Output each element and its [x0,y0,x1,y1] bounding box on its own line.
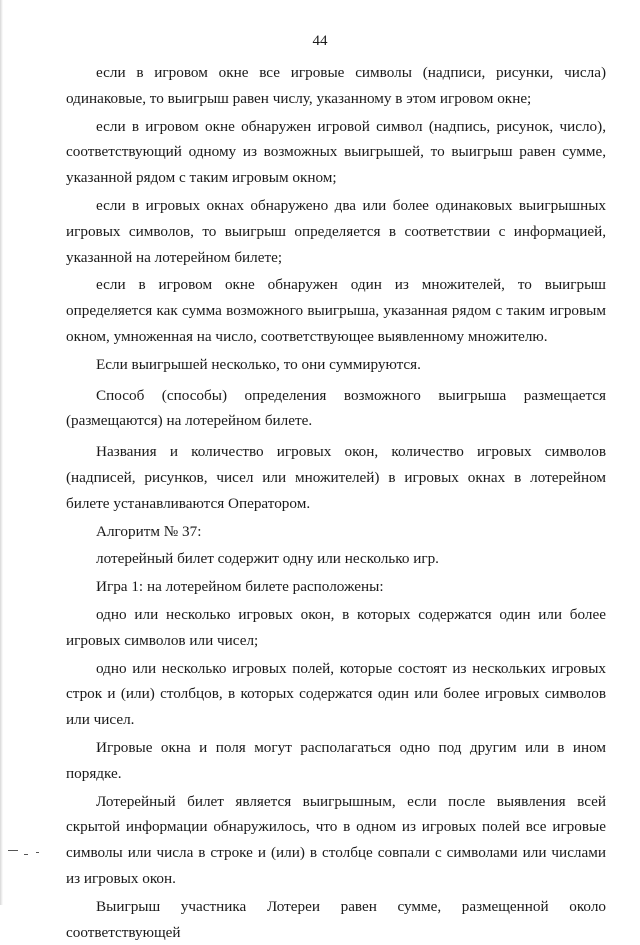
paragraph-5: Если выигрышей несколько, то они суммируются. [96,355,421,373]
paragraph-9: лотерейный билет содержит одну или несколько игр. [96,550,439,568]
paragraph-1: если в игровом окне все игровые символы (надписи, рисунки, числа) одинаковые, то выигрыш равен числу, указанному в этом игровом окне; [66,64,606,107]
scan-artifact-marks [8,846,48,860]
paragraph-8: Алгоритм № 37: [96,522,202,540]
paragraph-6: Способ (способы) определения возможного выигрыша размещается (размещаются) на лотерейном билете. [66,386,606,430]
paragraph-13: Игровые окна и поля могут располагаться одно под другим или в ином порядке. [66,738,606,782]
paragraph-14: Лотерейный билет является выигрышным, если после выявления всей скрытой информации обнаружилось, что в одном из игровых полей все игровые символы или числа в строке и (или) в столбце совпали с символами или числами из игровых окон. [66,792,606,887]
paragraph-12: одно или несколько игровых полей, которые состоят из нескольких игровых строк и (или) столбцов, в которых содержатся один или более игровых символов или чисел. [66,659,606,729]
scan-mark [24,854,28,855]
paragraph-2: если в игровом окне обнаружен игровой символ (надпись, рисунок, число), соответствующий одному из возможных выигрышей, то выигрыш равен сумме, указанной рядом с таким игровым окном; [66,117,606,187]
paragraph-15: Выигрыш участника Лотереи равен сумме, размещенной около соответствующей [66,897,606,941]
scan-mark [36,852,39,853]
scan-mark [8,850,18,851]
paragraph-11: одно или несколько игровых окон, в которых содержатся один или более игровых символов или чисел; [66,605,606,649]
paragraph-3: если в игровых окнах обнаружено два или более одинаковых выигрышных игровых символов, то выигрыш определяется в соответствии с информацией, указанной на лотерейном билете; [66,196,606,266]
scan-edge-shadow [0,0,3,905]
body-text [66,60,606,945]
paragraph-7: Названия и количество игровых окон, количество игровых символов (надписей, рисунков, чисел или множителей) в игровых окнах в лотерейном билете устанавливаются Оператором. [66,443,606,512]
paragraph-10: Игра 1: на лотерейном билете расположены: [96,578,384,596]
paragraph-4: если в игровом окне обнаружен один из множителей, то выигрыш определяется как сумма возможного выигрыша, указанная рядом с таким игровым окном, умноженная на число, соответствующее выявленному множителю. [66,276,606,345]
page-number: 44 [312,33,328,49]
